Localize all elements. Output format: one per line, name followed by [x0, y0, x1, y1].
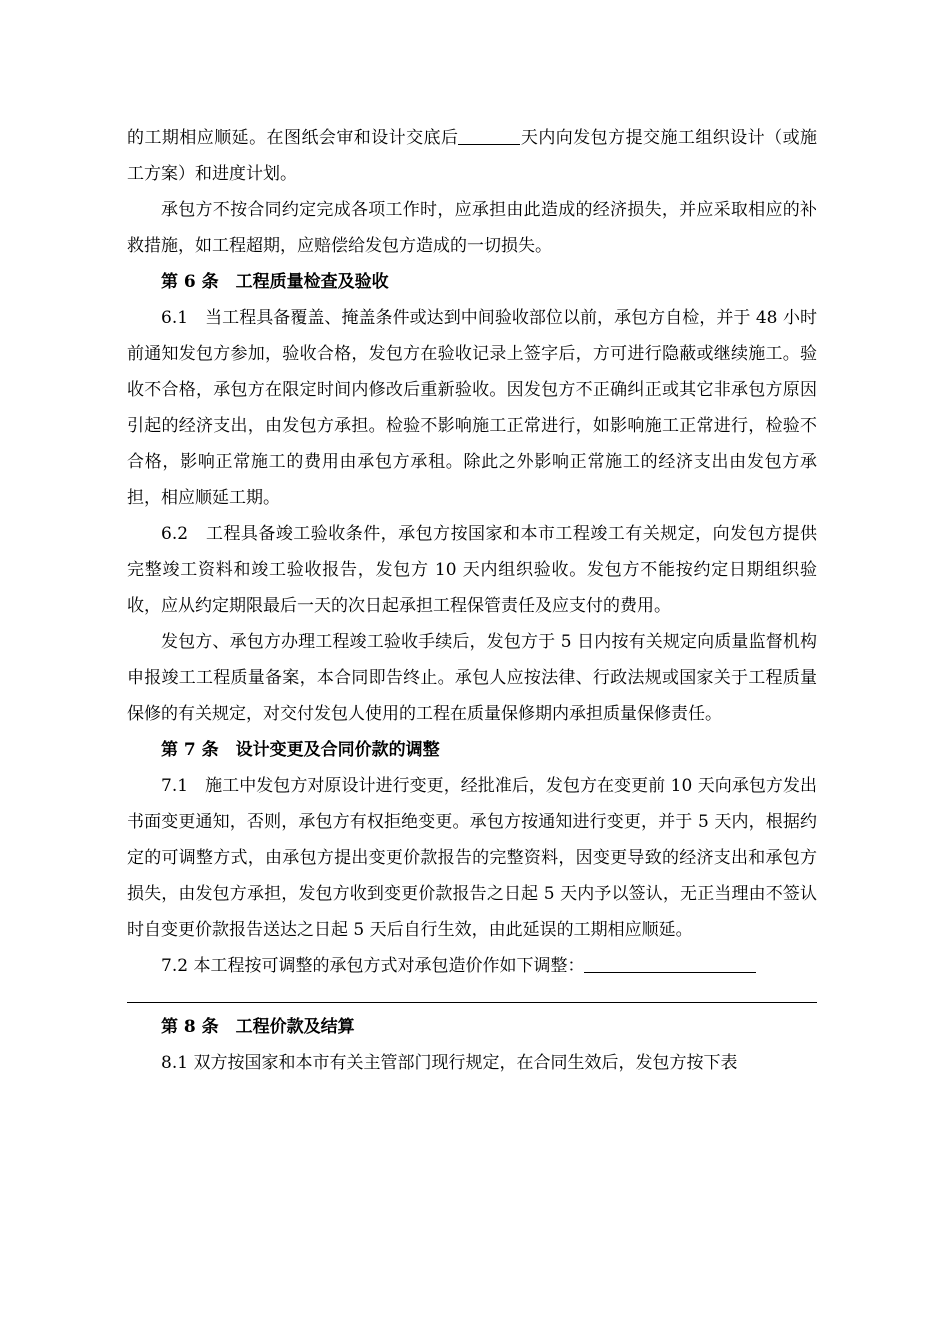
paragraph-contractor-liability: 承包方不按合同约定完成各项工作时，应承担由此造成的经济损失，并应采取相应的补救措施，如工程超期，应赔偿给发包方造成的一切损失。: [127, 200, 817, 256]
clause-7-2-text: 7.2 本工程按可调整的承包方式对承包造价作如下调整：: [161, 956, 585, 976]
contract-page: [127, 120, 817, 1081]
article-8-heading: 第 8 条 工程价款及结算: [161, 1017, 355, 1037]
paragraph-schedule: [127, 120, 817, 192]
schedule-text-end: 天内向发包方提交施工组织设计（或施工方案）和进度计划。: [127, 128, 818, 184]
section-divider: [127, 1002, 817, 1003]
clause-6-1: 6.1 当工程具备覆盖、掩盖条件或达到中间验收部位以前，承包方自检，并于 48 小时前通知发包方参加，验收合格，发包方在验收记录上签字后，方可进行隐蔽或继续施工。验收不合格，承包方在限定时间内修改后重新验收。因发包方不正确纠正或其它非承包方原因引起的经济支出，由发包方承担。检验不影响施工正常进行，如影响施工正常进行，检验不合格，影响正常施工的费用由承包方承租。除此之外影响正常施工的经济支出由发包方承担，相应顺延工期。: [127, 308, 817, 508]
days-blank-field[interactable]: [458, 124, 520, 145]
schedule-text-start: 的工期相应顺延。在图纸会审和设计交底后: [127, 128, 459, 148]
article-7-heading: 第 7 条 设计变更及合同价款的调整: [161, 740, 440, 760]
clause-7-1: 7.1 施工中发包方对原设计进行变更，经批准后，发包方在变更前 10 天向承包方发出书面变更通知，否则，承包方有权拒绝变更。承包方按通知进行变更，并于 5 天内，根据约定的可调整方式，由承包方提出变更价款报告的完整资料，因变更导致的经济支出和承包方损失，由发包方承担，发包方收到变更价款报告之日起 5 天内予以签认，无正当理由不签认时自变更价款报告送达之日起 5 天后自行生效，由此延误的工期相应顺延。: [127, 776, 817, 940]
clause-7-2: [127, 948, 817, 984]
clause-8-1: 8.1 双方按国家和本市有关主管部门现行规定，在合同生效后，发包方按下表: [161, 1053, 738, 1073]
article-6-heading: 第 6 条 工程质量检查及验收: [161, 272, 389, 292]
paragraph-completion-filing: 发包方、承包方办理工程竣工验收手续后，发包方于 5 日内按有关规定向质量监督机构申报竣工工程质量备案，本合同即告终止。承包人应按法律、行政法规或国家关于工程质量保修的有关规定，对交付发包人使用的工程在质量保修期内承担质量保修责任。: [127, 632, 817, 724]
clause-6-2: 6.2 工程具备竣工验收条件，承包方按国家和本市工程竣工有关规定，向发包方提供完整竣工资料和竣工验收报告，发包方 10 天内组织验收。发包方不能按约定日期组织验收，应从约定期限最后一天的次日起承担工程保管责任及应支付的费用。: [127, 524, 817, 616]
adjustment-blank-field[interactable]: [584, 952, 756, 973]
